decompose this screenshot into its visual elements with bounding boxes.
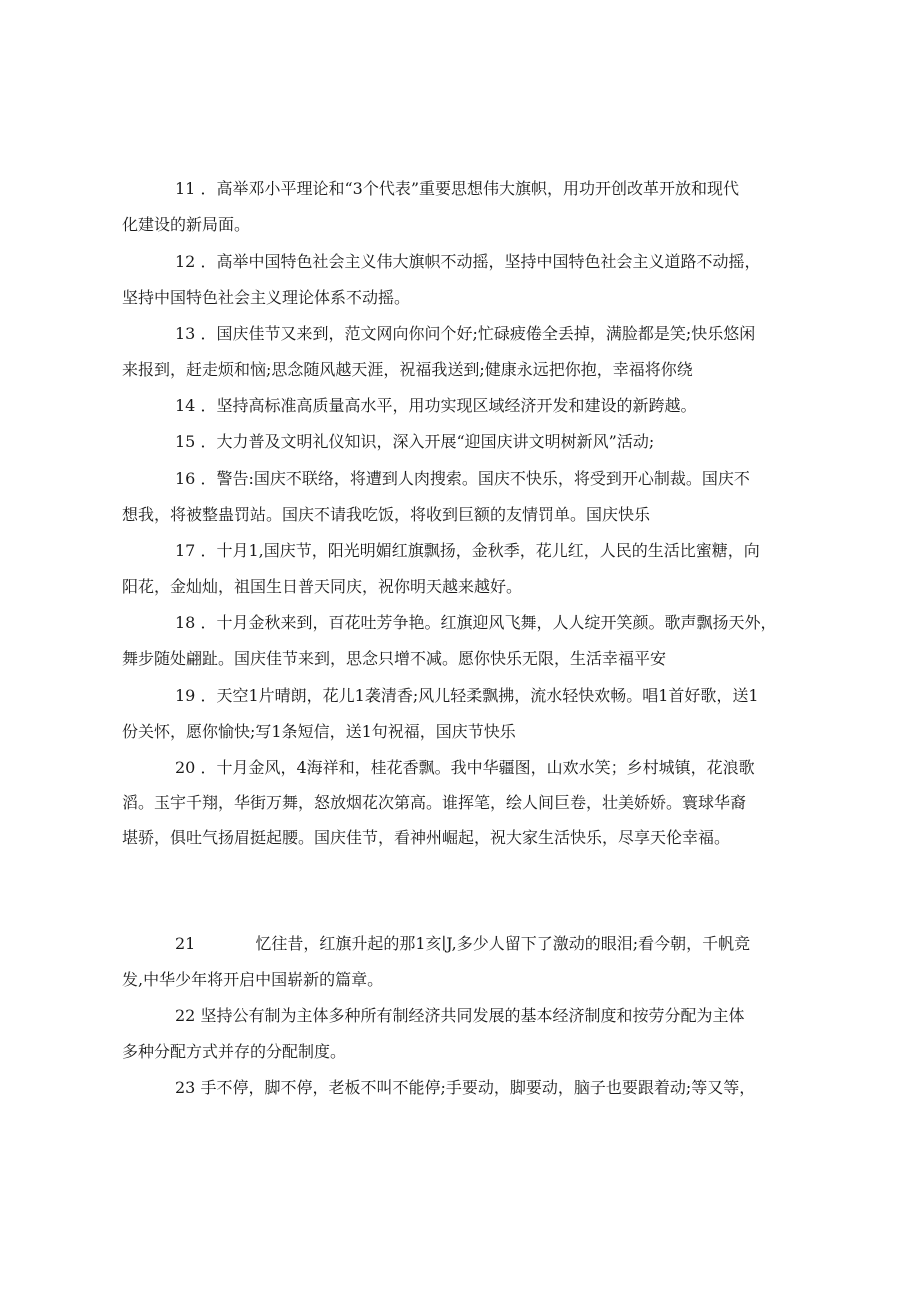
item-number: 17 — [175, 541, 196, 560]
item-12-line-2: 坚持中国特色社会主义理论体系不动摇。 — [122, 288, 411, 307]
item-13-line-1: 13 ．国庆佳节又来到，范文网向你问个好;忙碌疲倦全丢掉，满脸都是笑;快乐悠闲 — [175, 324, 756, 343]
item-17-line-2: 阳花，金灿灿，祖国生日普天同庆，祝你明天越来越好。 — [122, 577, 523, 596]
item-23-line-1: 23 手不停，脚不停，老板不叫不能停;手要动，脚要动，脑子也要跟着动;等又等， — [175, 1078, 756, 1097]
item-21-line-1: 21 忆往昔，红旗升起的那1亥∣J,多少人留下了激动的眼泪;看今朝，千帆竞 — [175, 934, 751, 953]
item-11-line-2: 化建设的新局面。 — [122, 215, 251, 234]
item-19-line-2: 份关怀，愿你愉快;写1条短信，送1句祝福，国庆节快乐 — [122, 722, 516, 741]
item-number: 16 — [175, 469, 196, 488]
item-number: 11 — [175, 179, 196, 198]
item-13-line-2: 来报到，赶走烦和恼;思念随风越天涯，祝福我送到;健康永远把你抱，幸福将你绕 — [122, 360, 693, 379]
item-20-line-3: 堪骄，俱吐气扬眉挺起腰。国庆佳节，看神州崛起，祝大家生活快乐，尽享天伦幸福。 — [122, 828, 731, 847]
item-number: 15 — [175, 432, 196, 451]
item-14-line-1: 14 ．坚持高标准高质量高水平，用功实现区域经济开发和建设的新跨越。 — [175, 396, 697, 415]
section-heading-line — [122, 862, 170, 882]
item-number: 18 — [175, 613, 196, 632]
item-21-line-2: 发,中华少年将开启中国崭新的篇章。 — [122, 970, 384, 989]
item-22-line-1: 22 坚持公有制为主体多种所有制经济共同发展的基本经济制度和按劳分配为主体 — [175, 1006, 745, 1025]
item-number: 14 — [175, 396, 196, 415]
item-number: 22 — [175, 1006, 196, 1025]
item-number: 21 — [175, 934, 196, 953]
item-15-line-1: 15 ．大力普及文明礼仪知识，深入开展“迎国庆讲文明树新风”活动; — [175, 432, 655, 451]
item-22-line-2: 多种分配方式并存的分配制度。 — [122, 1042, 347, 1061]
item-number: 20 — [175, 758, 196, 777]
item-18-line-2: 舞步随处翩趾。国庆佳节来到，思念只增不减。愿你快乐无限，生活幸福平安 — [122, 649, 667, 668]
item-16-line-1: 16 ．警告:国庆不联络，将遭到人肉搜索。国庆不快乐，将受到开心制裁。国庆不 — [175, 469, 750, 488]
item-11-line-1: 11 ．高举邓小平理论和“3个代表”重要思想伟大旗帜，用功开创改革开放和现代 — [175, 179, 739, 198]
item-number: 13 — [175, 324, 196, 343]
item-number: 23 — [175, 1078, 196, 1097]
item-18-line-1: 18 ．十月金秋来到，百花吐芳争艳。红旗迎风飞舞，人人绽开笑颜。歌声飘扬天外， — [175, 613, 777, 632]
item-19-line-1: 19 ．天空1片晴朗，花儿1袭清香;风儿轻柔飘拂，流水轻快欢畅。唱1首好歌，送1 — [175, 686, 759, 705]
item-number: 19 — [175, 686, 196, 705]
item-20-line-1: 20 ．十月金风，4海祥和，桂花香飘。我中华疆图，山欢水笑；乡村城镇，花浪歌 — [175, 758, 755, 777]
item-number: 12 — [175, 252, 196, 271]
item-20-line-2: 滔。玉宇千翔，华街万舞，怒放烟花次第高。谁挥笔，绘人间巨卷，壮美娇娇。寰球华裔 — [122, 793, 747, 812]
item-16-line-2: 想我，将被整蛊罚站。国庆不请我吃饭，将收到巨额的友情罚单。国庆快乐 — [122, 505, 651, 524]
item-12-line-1: 12 ．高举中国特色社会主义伟大旗帜不动摇，坚持中国特色社会主义道路不动摇， — [175, 252, 761, 271]
item-17-line-1: 17 ．十月1,国庆节，阳光明媚红旗飘扬，金秋季，花儿红，人民的生活比蜜糖，向 — [175, 541, 760, 560]
